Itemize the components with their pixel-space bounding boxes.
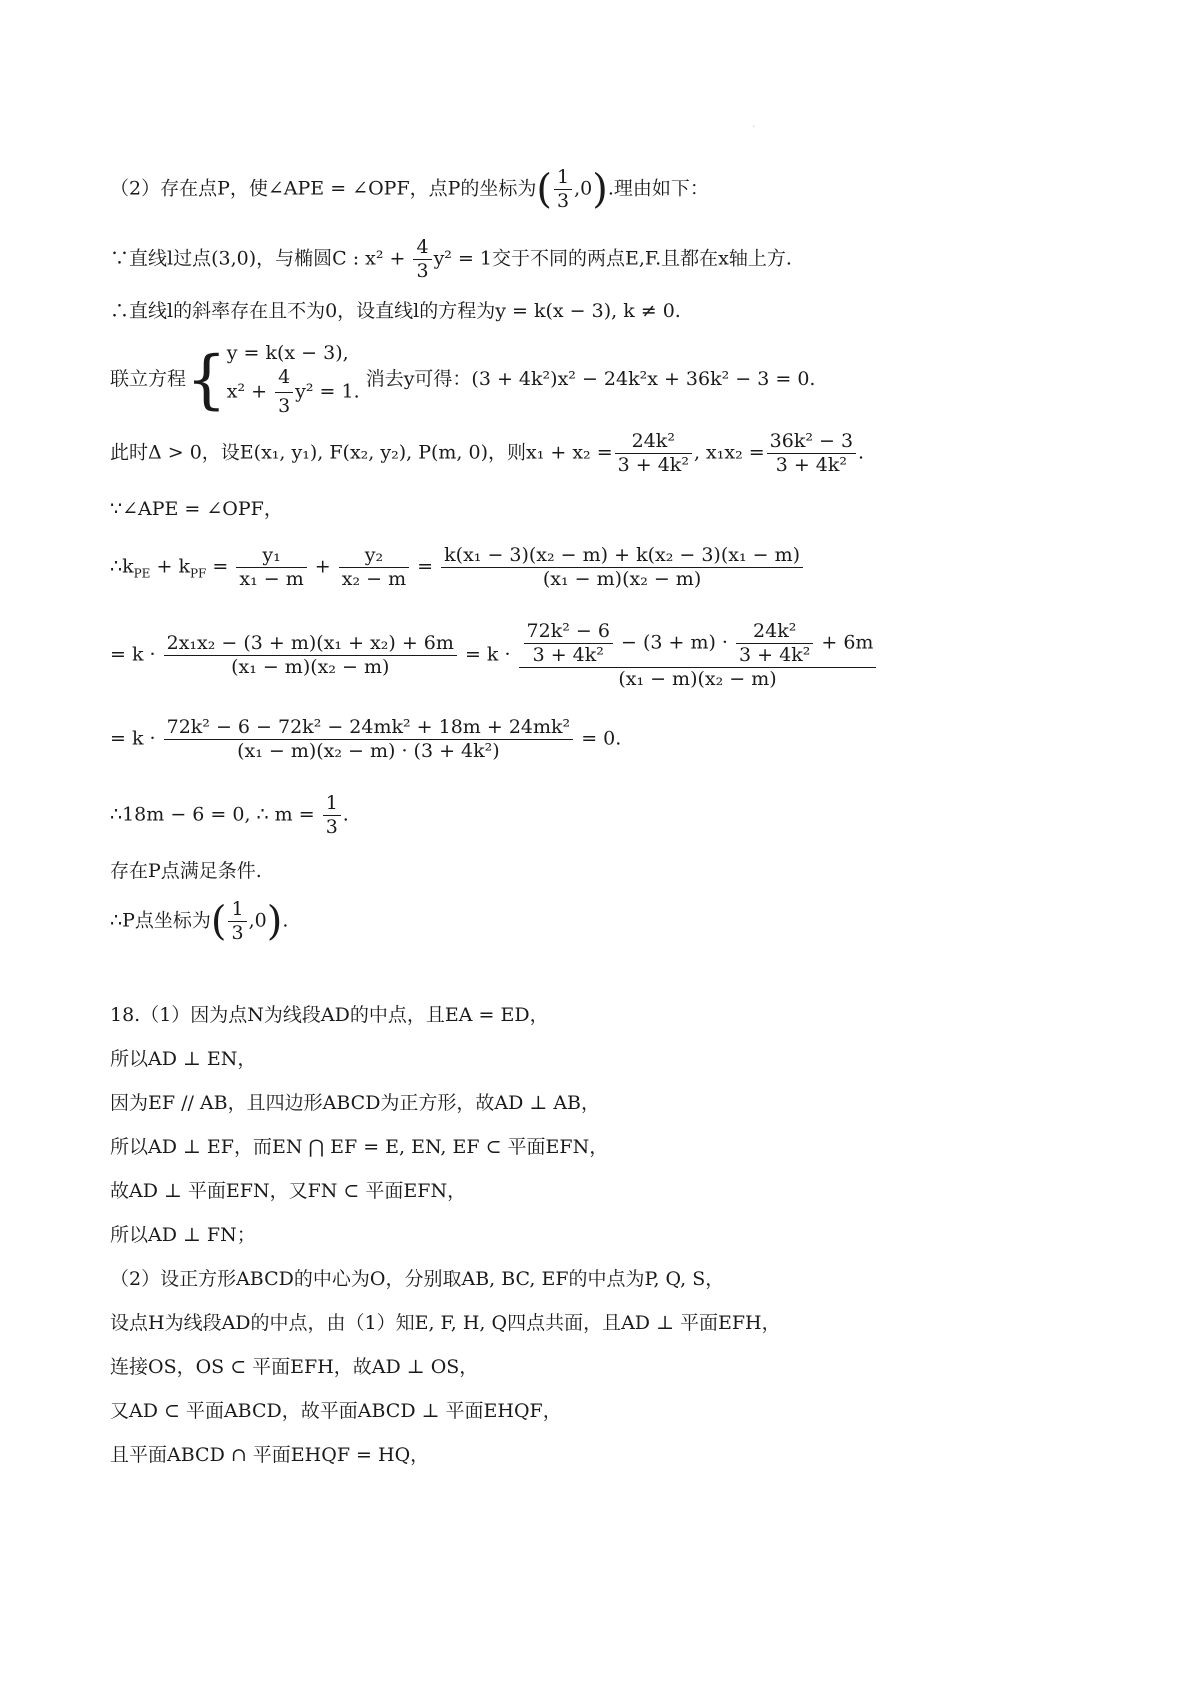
part2-line-7 xyxy=(110,546,805,589)
fraction-numerator: 1 xyxy=(554,168,572,190)
fraction-numerator: 72k² − 6 − 72k² − 24mk² + 18m + 24mk² xyxy=(164,718,574,740)
system-equation-2 xyxy=(227,366,360,419)
fraction-numerator: 1 xyxy=(228,900,246,922)
fraction xyxy=(323,794,341,837)
fraction-denominator: x₁ − m xyxy=(239,568,304,590)
text-segment: 此时Δ > 0，设E(x₁, y₁), F(x₂, y₂), P(m, 0)，则x₁ + x₂ = xyxy=(110,441,613,464)
text-segment: 18.（1）因为点N为线段AD的中点，且EA = ED， xyxy=(110,1004,549,1026)
compound-numerator xyxy=(519,622,877,668)
fraction-denominator: x₂ − m xyxy=(341,568,407,590)
text-segment: 所以AD ⊥ EN， xyxy=(110,1048,257,1070)
text-segment: ∴直线l的斜率存在且不为0，设直线l的方程为y = k(x − 3), k ≠ 0. xyxy=(110,300,681,322)
fraction xyxy=(413,238,431,281)
q18-line-11 xyxy=(110,1446,429,1465)
fraction-numerator: 24k² xyxy=(736,622,813,644)
fraction-denominator: 3 + 4k² xyxy=(739,644,811,666)
text-segment: = 0. xyxy=(581,727,622,750)
text-segment: = xyxy=(417,555,434,578)
system-equation-1: y = k(x − 3), xyxy=(226,342,349,364)
fraction-numerator: 24k² xyxy=(615,432,692,454)
text-segment: 联立方程 xyxy=(110,368,187,391)
fraction-denominator: 3 + 4k² xyxy=(775,454,847,476)
text-segment: − (3 + m) · xyxy=(621,631,728,654)
text-segment: = k · xyxy=(464,643,511,666)
subscript: PF xyxy=(189,566,207,581)
scan-speck: · xyxy=(752,122,756,133)
q18-line-7 xyxy=(110,1270,724,1289)
text-segment: 所以AD ⊥ FN； xyxy=(110,1224,256,1246)
fraction xyxy=(164,634,457,677)
text-segment: ∴k xyxy=(110,555,134,578)
text-segment: 所以AD ⊥ EF，而EN ⋂ EF = E, EN, EF ⊂ 平面EFN， xyxy=(110,1136,609,1158)
part2-line-3 xyxy=(110,302,681,321)
fraction xyxy=(554,168,572,211)
q18-line-4 xyxy=(110,1138,608,1157)
text-segment: ∴18m − 6 = 0, ∴ m = xyxy=(110,803,315,826)
text-segment: 故AD ⊥ 平面EFN，又FN ⊂ 平面EFN， xyxy=(110,1180,467,1202)
fraction-denominator: (x₁ − m)(x₂ − m) xyxy=(618,668,777,690)
fraction-numerator: y₁ xyxy=(236,546,306,568)
fraction-numerator: y₂ xyxy=(339,546,409,568)
fraction-numerator: 2x₁x₂ − (3 + m)(x₁ + x₂) + 6m xyxy=(164,634,457,656)
fraction-numerator: 72k² − 6 xyxy=(524,622,613,644)
part2-line-2 xyxy=(110,238,792,281)
fraction xyxy=(236,546,306,589)
text-segment: 连接OS，OS ⊂ 平面EFH，故AD ⊥ OS， xyxy=(110,1356,479,1378)
fraction-numerator: 36k² − 3 xyxy=(767,432,856,454)
fraction xyxy=(736,622,813,665)
text-segment: = k · xyxy=(110,643,156,666)
fraction-denominator: 3 xyxy=(557,190,570,212)
text-segment: （2）存在点P，使∠APE = ∠OPF，点P的坐标为 xyxy=(110,177,537,200)
fraction xyxy=(164,718,574,761)
q18-line-2 xyxy=(110,1050,256,1069)
text-segment: + 6m xyxy=(821,631,874,654)
text-segment: （2）设正方形ABCD的中心为O，分别取AB, BC, EF的中点为P, Q, S， xyxy=(110,1268,725,1290)
fraction-denominator: (x₁ − m)(x₂ − m) xyxy=(231,656,390,678)
text-segment: 存在P点满足条件. xyxy=(110,860,262,882)
q18-line-9 xyxy=(110,1358,478,1377)
text-segment: ∵∠APE = ∠OPF， xyxy=(110,498,283,520)
text-segment: ,0 xyxy=(248,909,267,932)
part2-line-12 xyxy=(110,900,288,943)
text-segment: ∴P点坐标为 xyxy=(110,909,211,932)
q18-line-8 xyxy=(110,1314,781,1333)
text-segment: . xyxy=(282,909,289,932)
text-segment: + k xyxy=(150,555,190,578)
text-segment: 又AD ⊂ 平面ABCD，故平面ABCD ⊥ 平面EHQF， xyxy=(110,1400,562,1422)
fraction xyxy=(441,546,803,589)
text-segment: x² + xyxy=(226,380,274,402)
text-segment: = xyxy=(206,555,229,578)
fraction xyxy=(615,432,692,475)
fraction xyxy=(524,622,613,665)
fraction-denominator: (x₁ − m)(x₂ − m) · (3 + 4k²) xyxy=(237,740,500,762)
text-segment: 设点H为线段AD的中点，由（1）知E, F, H, Q四点共面，且AD ⊥ 平面EFH， xyxy=(110,1312,781,1334)
fraction-denominator: 3 + 4k² xyxy=(617,454,689,476)
text-segment: .理由如下： xyxy=(607,177,709,200)
text-segment: y² = 1. xyxy=(295,380,360,402)
text-segment: ∵直线l过点(3,0)，与椭圆C : x² + xyxy=(110,247,412,270)
text-segment: = k · xyxy=(110,727,156,750)
fraction-numerator: 1 xyxy=(323,794,341,816)
part2-system-line xyxy=(110,342,815,418)
part2-line-5 xyxy=(110,432,864,475)
q18-line-6 xyxy=(110,1226,256,1245)
fraction xyxy=(275,366,293,419)
fraction-denominator: 3 + 4k² xyxy=(532,644,604,666)
text-segment: 消去y可得：(3 + 4k²)x² − 24k²x + 36k² − 3 = 0. xyxy=(365,368,816,391)
text-segment: 且平面ABCD ∩ 平面EHQF = HQ， xyxy=(110,1444,430,1466)
fraction-numerator: 4 xyxy=(413,238,431,260)
left-paren: ( xyxy=(536,166,553,213)
compound-fraction xyxy=(519,622,877,689)
text-segment: 因为EF // AB，且四边形ABCD为正方形，故AD ⊥ AB， xyxy=(110,1092,601,1114)
fraction-denominator: 3 xyxy=(231,922,244,944)
fraction-numerator: k(x₁ − 3)(x₂ − m) + k(x₂ − 3)(x₁ − m) xyxy=(441,546,803,568)
part2-intro-line xyxy=(110,168,709,211)
part2-line-8 xyxy=(110,622,878,689)
part2-line-11 xyxy=(110,862,262,881)
left-paren: ( xyxy=(210,898,227,945)
text-segment: + xyxy=(314,555,331,578)
part2-line-10 xyxy=(110,794,349,837)
q18-line-3 xyxy=(110,1094,600,1113)
fraction xyxy=(339,546,409,589)
part2-line-6 xyxy=(110,500,283,519)
q18-line-10 xyxy=(110,1402,562,1421)
text-segment: , x₁x₂ = xyxy=(693,441,765,464)
right-paren: ) xyxy=(592,166,608,213)
fraction-denominator: 3 xyxy=(325,816,338,838)
q18-line-5 xyxy=(110,1182,466,1201)
fraction-denominator: (x₁ − m)(x₂ − m) xyxy=(542,568,702,590)
text-segment: y² = 1交于不同的两点E,F.且都在x轴上方. xyxy=(433,247,792,270)
fraction-denominator: 3 xyxy=(278,394,291,417)
subscript: PE xyxy=(133,566,151,581)
text-segment: . xyxy=(342,803,349,826)
right-paren: ) xyxy=(266,898,283,945)
fraction xyxy=(767,432,856,475)
text-segment: . xyxy=(858,441,865,464)
equation-system xyxy=(227,342,360,418)
part2-line-9 xyxy=(110,718,621,761)
left-brace: { xyxy=(186,343,227,418)
fraction-numerator: 4 xyxy=(275,366,293,393)
text-segment: ,0 xyxy=(574,177,593,200)
q18-line-1 xyxy=(110,1006,549,1025)
fraction xyxy=(228,900,246,943)
fraction-denominator: 3 xyxy=(416,260,429,282)
